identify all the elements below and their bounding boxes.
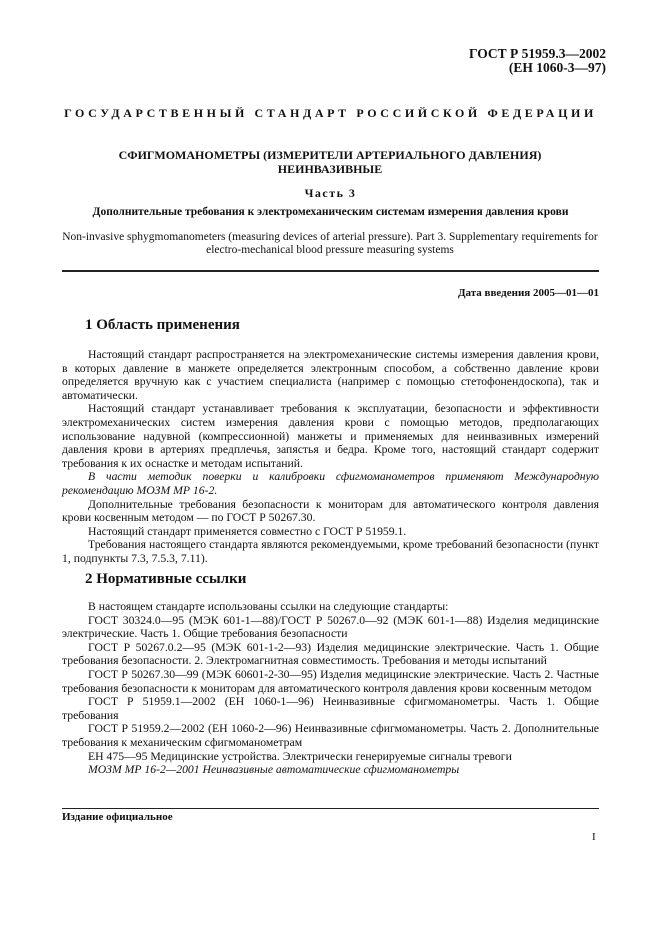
paragraph: Настоящий стандарт устанавливает требования к эксплуатации, безопасности и эффективности электромеханических систем измерения давления крови с помощью методов, предполагающих использование надувной (компрессионной) манжеты и применяемых для неинвазивных измерений давления крови в артериях предплечья, запястья и бедра. Кроме того, настоящий стандарт содержит требования к их оснастке и методам испытаний. bbox=[62, 402, 599, 470]
state-standard-heading: ГОСУДАРСТВЕННЫЙ СТАНДАРТ РОССИЙСКОЙ ФЕДЕРАЦИИ bbox=[64, 106, 597, 120]
paragraph: Настоящий стандарт распространяется на электромеханические системы измерения давления крови, в которых давление в манжете определяется электронным способом, а собственно давление крови определяется вручную как с участием специалиста (например с помощью стетофонендоскопа), так и автоматически. bbox=[62, 348, 599, 402]
paragraph: Настоящий стандарт применяется совместно с ГОСТ Р 51959.1. bbox=[88, 524, 407, 538]
document-number-block bbox=[469, 47, 606, 75]
english-title bbox=[60, 231, 600, 257]
paragraph: Требования настоящего стандарта являются рекомендуемыми, кроме требований безопасности (пункт 1, подпункты 7.3, 7.5.3, 7.11). bbox=[62, 538, 599, 565]
document-subtitle: Дополнительные требования к электромеханическим системам измерения давления крови bbox=[92, 206, 569, 218]
paragraph: Дополнительные требования безопасности к мониторам для автоматического контроля давления крови косвенным методом — по ГОСТ Р 50267.30. bbox=[62, 497, 599, 525]
title-line-1: СФИГМОМАНОМЕТРЫ (ИЗМЕРИТЕЛИ АРТЕРИАЛЬНОГО ДАВЛЕНИЯ) bbox=[118, 148, 542, 162]
official-edition-label: Издание официальное bbox=[62, 811, 173, 823]
gost-number: ГОСТ Р 51959.3—2002 bbox=[468, 46, 606, 61]
reference-item: ГОСТ Р 50267.0.2—95 (МЭК 601-1-2—93) Изделия медицинские электрические. Часть 1. Общие требования безопасности. 2. Электромагнитная совместимость. Требования и методы испытаний bbox=[62, 640, 599, 668]
reference-item: ГОСТ Р 50267.30—99 (МЭК 60601-2-30—95) Изделия медицинские электрические. Часть 2. Частные требования безопасности к мониторам для автоматического контроля давления крови косвенным методом bbox=[62, 667, 599, 695]
introduction-date: Дата введения 2005—01—01 bbox=[457, 287, 599, 299]
english-title-line-1: Non-invasive sphygmomanometers (measuring devices of arterial pressure). Part 3. Supplementary requirements for bbox=[62, 231, 598, 243]
reference-item-italic: МОЗМ МР 16-2—2001 Неинвазивные автоматические сфигмоманометры bbox=[88, 763, 460, 777]
section-1-body bbox=[62, 348, 599, 566]
paragraph: В настоящем стандарте использованы ссылки на следующие стандарты: bbox=[88, 600, 449, 613]
english-title-line-2: electro-mechanical blood pressure measuring systems bbox=[206, 244, 454, 256]
document-title bbox=[60, 148, 600, 176]
section-2-body bbox=[62, 600, 599, 777]
section-2-heading: 2 Нормативные ссылки bbox=[85, 571, 247, 587]
section-1-heading: 1 Область применения bbox=[85, 317, 240, 333]
reference-item: ГОСТ 30324.0—95 (МЭК 601-1—88)/ГОСТ Р 50267.0—92 (МЭК 601-1—88) Изделия медицинские электрические. Часть 1. Общие требования безопасности bbox=[62, 613, 599, 641]
title-line-2: НЕИНВАЗИВНЫЕ bbox=[277, 162, 383, 176]
header-divider bbox=[62, 270, 599, 272]
page-number: I bbox=[592, 831, 596, 843]
footer-divider bbox=[62, 808, 599, 809]
part-label: Часть 3 bbox=[304, 186, 357, 200]
paragraph-italic: В части методик поверки и калибровки сфигмоманометров применяют Международную рекомендацию МОЗМ МР 16-2. bbox=[62, 470, 599, 497]
reference-item: ЕН 475—95 Медицинские устройства. Электрически генерируемые сигналы тревоги bbox=[88, 749, 512, 763]
en-number: (ЕН 1060-3—97) bbox=[508, 60, 606, 75]
reference-item: ГОСТ Р 51959.2—2002 (ЕН 1060-2—96) Неинвазивные сфигмоманометры. Часть 2. Дополнительные требования к механическим сфигмоманометрам bbox=[62, 722, 599, 749]
reference-item: ГОСТ Р 51959.1—2002 (ЕН 1060-1—96) Неинвазивные сфигмоманометры. Часть 1. Общие требования bbox=[62, 695, 599, 722]
